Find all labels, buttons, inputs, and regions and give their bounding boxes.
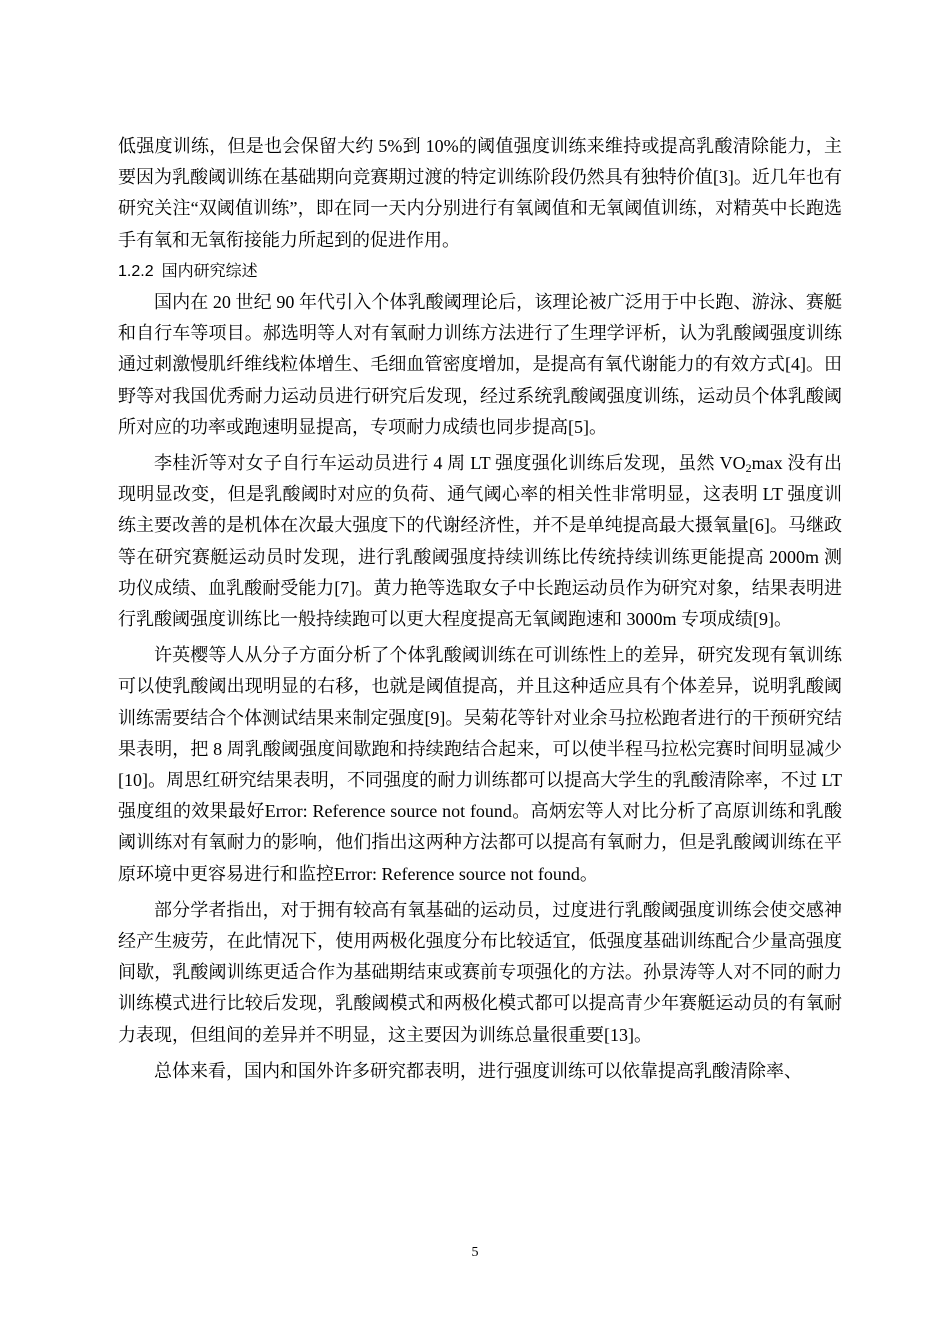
paragraph-5: 总体来看，国内和国外许多研究都表明，进行强度训练可以依靠提高乳酸清除率、 (154, 1060, 802, 1081)
paragraph-2-part-a: 李桂沂等对女子自行车运动员进行 4 周 LT 强度强化训练后发现，虽然 VO (154, 453, 746, 474)
paragraph-2 (118, 448, 842, 635)
paragraph-3: 许英樱等人从分子方面分析了个体乳酸阈训练在可训练性上的差异，研究发现有氧训练可以使乳酸阈出现明显的右移，也就是阈值提高，并且这种适应具有个体差异，说明乳酸阈训练需要结合个体测试结果来制定强度[9]。吴菊花等针对业余马拉松跑者进行的干预研究结果表明，把 8 周乳酸阈强度间歇跑和持续跑结合起来，可以使半程马拉松完赛时间明显减少[10]。周思红研究结果表明，不同强度的耐力训练都可以提高大学生的乳酸清除率，不过 LT 强度组的效果最好Error: Reference source not found。高炳宏等人对比分析了高原训练和乳酸阈训练对有氧耐力的影响，他们指出这两种方法都可以提高有氧耐力，但是乳酸阈训练在平原环境中更容易进行和监控Error: Reference source not found。 (118, 645, 842, 884)
paragraph-1: 国内在 20 世纪 90 年代引入个体乳酸阈理论后，该理论被广泛用于中长跑、游泳、赛艇和自行车等项目。郝选明等人对有氧耐力训练方法进行了生理学评析，认为乳酸阈强度训练通过刺激慢肌纤维线粒体增生、毛细血管密度增加，是提高有氧代谢能力的有效方式[4]。田野等对我国优秀耐力运动员进行研究后发现，经过系统乳酸阈强度训练，运动员个体乳酸阈所对应的功率或跑速明显提高，专项耐力成绩也同步提高[5]。 (118, 292, 842, 437)
section-heading-title: 国内研究综述 (161, 262, 258, 280)
section-heading-number: 1.2.2 (118, 262, 154, 280)
paragraph-2-subscript: 2 (745, 461, 752, 476)
paragraph-continuation: 低强度训练，但是也会保留大约 5%到 10%的阈值强度训练来维持或提高乳酸清除能力，主要因为乳酸阈训练在基础期向竞赛期过渡的特定训练阶段仍然具有独特价值[3]。近几年也有研究关注“双阈值训练”，即在同一天内分别进行有氧阈值和无氧阈值训练，对精英中长跑选手有氧和无氧衔接能力所起到的促进作用。 (118, 136, 842, 250)
section-heading (118, 256, 842, 287)
paragraph-4: 部分学者指出，对于拥有较高有氧基础的运动员，过度进行乳酸阈强度训练会使交感神经产生疲劳，在此情况下，使用两极化强度分布比较适宜，低强度基础训练配合少量高强度间歇，乳酸阈训练更适合作为基础期结束或赛前专项强化的方法。孙景涛等人对不同的耐力训练模式进行比较后发现，乳酸阈模式和两极化模式都可以提高青少年赛艇运动员的有氧耐力表现，但组间的差异并不明显，这主要因为训练总量很重要[13]。 (118, 899, 842, 1045)
page-number: 5 (471, 1245, 479, 1260)
body-text (118, 131, 842, 1087)
paragraph-2-part-b: max 没有出现明显改变，但是乳酸阈时对应的负荷、通气阈心率的相关性非常明显，这表明 LT 强度训练主要改善的是机体在次最大强度下的代谢经济性，并不是单纯提高最大摄氧量[6]。马继政等在研究赛艇运动员时发现，进行乳酸阈强度持续训练比传统持续训练更能提高 2000m 测功仪成绩、血乳酸耐受能力[7]。黄力艳等选取女子中长跑运动员作为研究对象，结果表明进行乳酸阈强度训练比一般持续跑可以更大程度提高无氧阈跑速和 3000m 专项成绩[9]。 (118, 453, 842, 630)
